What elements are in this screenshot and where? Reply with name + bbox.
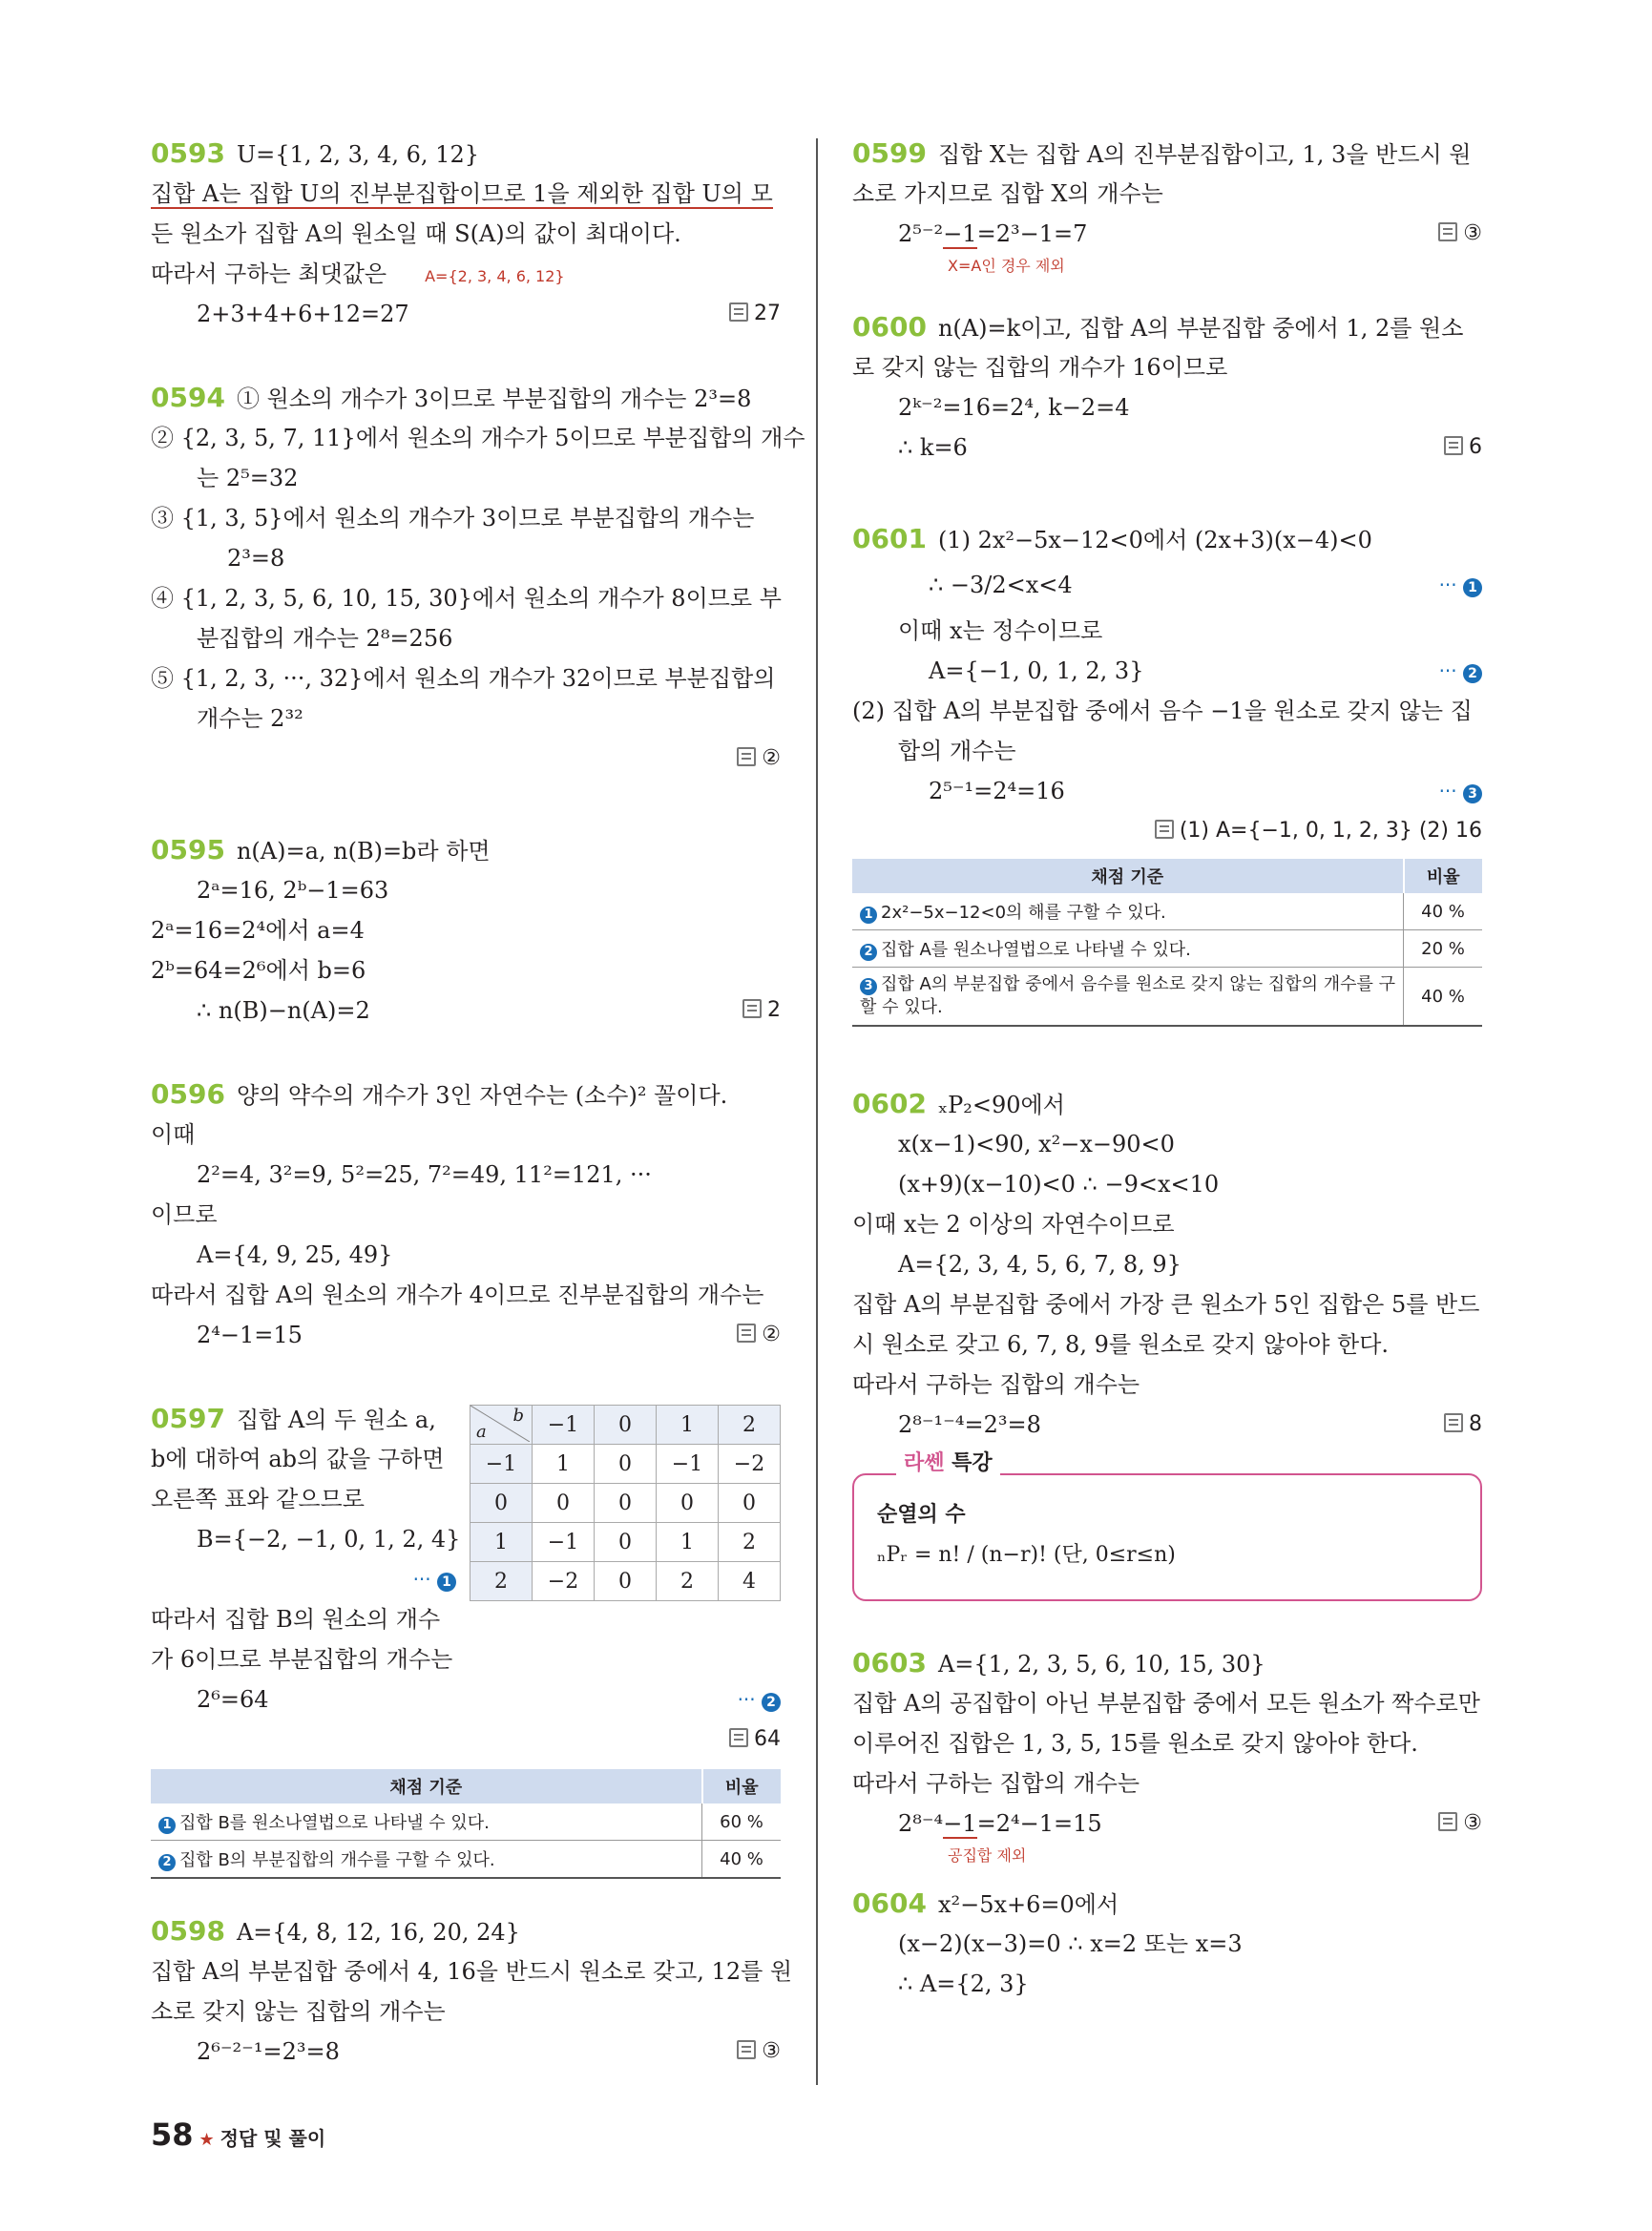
annotation-note: A={2, 3, 4, 6, 12} [425,267,565,285]
answer-icon [1438,1812,1457,1831]
problem-head: A={1, 2, 3, 5, 6, 10, 15, 30} [937,1651,1265,1678]
text-line: A={4, 9, 25, 49} [197,1241,393,1268]
step-marker-1 [1439,559,1482,611]
formula-underlined: −1 [943,1810,977,1837]
table-cell: 0 [595,1562,657,1601]
step-badge: 1 [1463,578,1482,597]
problem-head: n(A)=a, n(B)=b라 하면 [236,838,491,865]
answer-icon [1438,222,1457,241]
text-line: 2²=4, 3²=9, 5²=25, 7²=49, 11²=121, ··· [197,1161,652,1188]
problem-number: 0598 [151,1915,225,1947]
answer-mark [729,294,781,334]
problem-number: 0599 [852,137,927,169]
problem-head: (1) 2x²−5x−12<0에서 (2x+3)(x−4)<0 [937,527,1372,553]
table-cell: −2 [533,1562,595,1601]
answer-mark [1438,214,1482,254]
step-arrow: ··· [737,1688,756,1711]
table-cell: −1 [533,1523,595,1562]
text-line: B={−2, −1, 0, 1, 2, 4} [197,1526,461,1553]
answer-icon [737,2040,756,2059]
table-cell: 0 [595,1445,657,1484]
problem-0595 [151,830,781,1031]
grading-criterion: 집합 A의 부분집합 중에서 음수를 원소로 갖지 않는 집합의 개수를 구할 수 있다. [860,974,1396,1017]
problem-head: U={1, 2, 3, 4, 6, 12} [236,141,479,168]
answer-mark [1444,427,1482,468]
text-line: 가 6이므로 부분집합의 개수는 [151,1646,453,1673]
answer-mark [729,1720,781,1760]
lesson-title: 순열의 수 [877,1503,966,1527]
text-line: 2ᵏ⁻²=16=2⁴, k−2=4 [898,394,1130,421]
table-row [471,1445,781,1484]
answer-mark [737,1315,781,1355]
text-line: ③ {1, 3, 5}에서 원소의 개수가 3이므로 부분집합의 개수는 [151,505,755,532]
table-cell: 0 [595,1523,657,1562]
table-cell: 0 [471,1484,533,1523]
problem-head: 집합 A의 두 원소 a, [236,1407,436,1433]
answer-mark [1444,1405,1482,1445]
problem-0603 [852,1643,1482,1868]
text-line: 2⁵⁻¹=2⁴=16 [929,778,1065,804]
lesson-formula: ₙPᵣ = n! / (n−r)! (단, 0≤r≤n) [877,1543,1176,1567]
step-badge: 2 [1463,664,1482,683]
problem-number: 0594 [151,382,225,413]
answer-mark [742,990,781,1031]
answer-mark [1155,811,1482,851]
grading-criterion: 집합 B의 부분집합의 개수를 구할 수 있다. [179,1850,495,1870]
annotation-note: 공집합 제외 [948,1846,1027,1865]
table-cell: 2 [471,1562,533,1601]
problem-0599 [852,134,1482,279]
text-line: 2⁴−1=15 [197,1322,303,1348]
formula-part: 2⁸⁻⁴ [898,1810,944,1837]
table-cell: 0 [595,1484,657,1523]
answer-icon [1444,1413,1463,1432]
problem-number: 0604 [852,1887,927,1919]
table-cell: 0 [719,1484,781,1523]
formula-part: =2³−1=7 [976,220,1088,247]
grading-rate: 60 % [702,1804,782,1841]
lesson-box [852,1451,1482,1601]
answer-mark [1438,1804,1482,1844]
star-icon: ★ [199,2130,215,2150]
table-cell: 2 [657,1562,719,1601]
grading-rate: 20 % [1404,930,1483,968]
page-number: 58 [151,2116,194,2153]
problem-head: A={4, 8, 12, 16, 20, 24} [236,1919,520,1946]
answer-mark [737,2032,781,2072]
answer-value: (1) A={−1, 0, 1, 2, 3} (2) 16 [1179,819,1482,843]
text-line: 로 갖지 않는 집합의 개수가 16이므로 [852,354,1228,381]
table-row [151,1804,781,1841]
text-line: (x+9)(x−10)<0 ∴ −9<x<10 [898,1171,1220,1198]
text-line: 2ᵃ=16, 2ᵇ−1=63 [197,877,389,904]
text-line: 2⁶⁻²⁻¹=2³=8 [197,2038,340,2065]
step-badge: 3 [860,978,877,995]
table-row [471,1562,781,1601]
step-arrow: ··· [1438,659,1457,682]
problem-number: 0593 [151,137,225,169]
table-cell: 2 [719,1523,781,1562]
text-line: 이때 x는 2 이상의 자연수이므로 [852,1211,1175,1238]
text-line: 이때 [151,1121,196,1148]
grading-rate: 40 % [1404,893,1483,930]
text-line: 2ᵃ=16=2⁴에서 a=4 [151,917,365,944]
problem-0597 [151,1399,781,1879]
problem-0601 [852,519,1482,1027]
answer-value: 2 [767,998,781,1022]
answer-icon [737,1324,756,1343]
right-column [852,134,1482,2004]
formula-part: 2⁵⁻² [898,220,944,247]
problem-head: n(A)=k이고, 집합 A의 부분집합 중에서 1, 2를 원소 [937,315,1464,342]
text-line: 집합 A의 부분집합 중에서 가장 큰 원소가 5인 집합은 5를 반드 [852,1291,1480,1318]
answer-value: ③ [762,2039,781,2063]
problem-0596 [151,1074,781,1355]
problem-head: 양의 약수의 개수가 3인 자연수는 (소수)² 꼴이다. [236,1082,728,1109]
lesson-tab-label: 특강 [944,1451,993,1475]
text-line: 합의 개수는 [898,738,1016,764]
text-line: ∴ k=6 [898,434,968,461]
step-badge: 2 [762,1693,781,1712]
text-line: 2⁸⁻¹⁻⁴=2³=8 [898,1411,1041,1438]
table-row [151,1841,781,1879]
table-cell: −1 [657,1445,719,1484]
answer-value: 6 [1469,435,1482,459]
answer-icon [729,302,748,322]
problem-0598 [151,1911,793,2072]
text-line: ④ {1, 2, 3, 5, 6, 10, 15, 30}에서 원소의 개수가 8이므로 부 [151,585,782,612]
text-line: 2ᵇ=64=2⁶에서 b=6 [151,957,366,984]
answer-value: ③ [1463,1811,1482,1835]
grading-criterion: 2x²−5x−12<0의 해를 구할 수 있다. [881,903,1166,923]
text-line: 2³=8 [227,545,285,572]
corner-label-b: b [512,1406,524,1426]
table-cell: 1 [533,1445,595,1484]
text-line: 이므로 [151,1201,218,1228]
formula-underlined: −1 [943,220,977,247]
table-header-cell: 0 [595,1406,657,1445]
text-line: 는 2⁵=32 [197,465,299,491]
formula-part: =2⁴−1=15 [976,1810,1102,1837]
product-table [470,1405,781,1601]
text-line: b에 대하여 ab의 값을 구하면 [151,1446,445,1472]
answer-icon [729,1728,748,1747]
text-line: A={−1, 0, 1, 2, 3} [929,657,1144,684]
step-badge: 1 [437,1573,456,1592]
step-badge: 1 [860,907,877,924]
problem-0604 [852,1884,1482,2004]
problem-number: 0597 [151,1403,225,1434]
table-cell: 1 [657,1523,719,1562]
answer-value: ② [762,746,781,770]
grading-header: 채점 기준 [852,859,1404,893]
text-line: 따라서 집합 B의 원소의 개수 [151,1606,441,1633]
step-badge: 2 [158,1854,176,1871]
problem-head: 집합 X는 집합 A의 진부분집합이고, 1, 3을 반드시 원 [937,141,1472,168]
grading-rate: 40 % [702,1841,782,1879]
problem-0594 [151,378,805,779]
problem-number: 0596 [151,1078,225,1110]
grading-criterion: 집합 A를 원소나열법으로 나타낼 수 있다. [881,940,1191,960]
text-line: 따라서 구하는 집합의 개수는 [852,1770,1140,1797]
text-line: 소로 갖지 않는 집합의 개수는 [151,1998,446,2025]
table-cell: 0 [533,1484,595,1523]
lesson-tab [896,1447,1000,1476]
text-line: 2+3+4+6+12=27 [197,301,409,327]
step-arrow: ··· [412,1568,431,1591]
lesson-tab-brand: 라쎈 [904,1451,945,1475]
page-footer [151,2116,325,2153]
problem-number: 0602 [852,1088,927,1119]
table-row [852,930,1482,968]
problem-head: x²−5x+6=0에서 [937,1891,1119,1918]
table-header-cell: 2 [719,1406,781,1445]
table-cell: 1 [471,1523,533,1562]
text-line: 오른쪽 표와 같으므로 [151,1486,365,1512]
table-cell: 4 [719,1562,781,1601]
grading-criterion: 집합 B를 원소나열법으로 나타낼 수 있다. [179,1813,490,1833]
text-line: x(x−1)<90, x²−x−90<0 [898,1131,1175,1157]
left-column [151,134,805,2072]
text-line: 이루어진 집합은 1, 3, 5, 15를 원소로 갖지 않아야 한다. [852,1730,1418,1757]
answer-icon [737,747,756,766]
text-line: 집합 A는 집합 U의 진부분집합이므로 1을 제외한 집합 U의 모 [151,180,773,207]
problem-0600 [852,307,1482,468]
text-line: 2⁶=64 [197,1686,269,1713]
table-row [852,968,1482,1027]
corner-label-a: a [476,1422,487,1442]
step-marker-2 [1439,651,1482,691]
text-line: 집합 A의 부분집합 중에서 4, 16을 반드시 원소로 갖고, 12를 원 [151,1958,793,1985]
answer-icon [742,999,762,1018]
table-cell: −2 [719,1445,781,1484]
table-row [471,1523,781,1562]
problem-number: 0600 [852,311,927,343]
column-divider [816,138,818,2085]
answer-value: 8 [1469,1412,1482,1436]
text-line: 집합 A의 공집합이 아닌 부분집합 중에서 모든 원소가 짝수로만 [852,1690,1480,1717]
step-badge: 1 [158,1817,176,1834]
table-row [471,1484,781,1523]
table-header-cell: 1 [657,1406,719,1445]
step-marker-1 [413,1559,456,1599]
table-cell: −1 [471,1445,533,1484]
annotation-note: X=A인 경우 제외 [948,257,1065,275]
answer-icon [1444,436,1463,455]
text-line: 따라서 구하는 최댓값은 [151,261,387,287]
text-line: 따라서 구하는 집합의 개수는 [852,1371,1140,1398]
step-arrow: ··· [1438,573,1457,596]
text-line: 분집합의 개수는 2⁸=256 [197,625,453,652]
text-line: 소로 가지므로 집합 X의 개수는 [852,180,1163,207]
grading-header-rate: 비율 [1404,859,1483,893]
text-line: ② {2, 3, 5, 7, 11}에서 원소의 개수가 5이므로 부분집합의 개수 [151,425,805,451]
problem-head: ₓP₂<90에서 [937,1092,1065,1118]
text-line: ∴ A={2, 3} [898,1970,1029,1997]
step-arrow: ··· [1438,780,1457,803]
answer-value: 64 [754,1727,781,1751]
answer-value: ② [762,1323,781,1346]
grading-table-0601 [852,859,1482,1027]
text-line: ⑤ {1, 2, 3, ···, 32}에서 원소의 개수가 32이므로 부분집합의 [151,665,776,692]
text-line: (2) 집합 A의 부분집합 중에서 음수 −1을 원소로 갖지 않는 집 [852,698,1473,724]
text-line: 개수는 2³² [197,705,303,732]
text-line: 든 원소가 집합 A의 원소일 때 S(A)의 값이 최대이다. [151,220,681,247]
text-line: A={2, 3, 4, 5, 6, 7, 8, 9} [898,1251,1181,1278]
text-line: 이때 x는 정수이므로 [898,617,1103,644]
answer-value: 27 [754,302,781,325]
answer-mark [737,739,781,779]
problem-0593 [151,134,781,334]
text-line: ∴ n(B)−n(A)=2 [197,997,370,1024]
text-line: 시 원소로 갖고 6, 7, 8, 9를 원소로 갖지 않아야 한다. [852,1331,1390,1358]
step-badge: 3 [1463,784,1482,803]
grading-rate: 40 % [1404,968,1483,1027]
problem-number: 0603 [852,1647,927,1678]
table-row [852,893,1482,930]
answer-icon [1155,820,1174,839]
problem-0602 [852,1084,1482,1601]
grading-header-rate: 비율 [702,1769,782,1804]
footer-label: 정답 및 풀이 [220,2127,326,2150]
text-line: ∴ −3/2<x<4 [929,572,1073,598]
step-badge: 2 [860,944,877,961]
table-header-cell: −1 [533,1406,595,1445]
table-corner [471,1406,533,1445]
step-marker-2 [738,1679,781,1720]
problem-number: 0601 [852,523,927,554]
text-line: ① 원소의 개수가 3이므로 부분집합의 개수는 2³=8 [236,386,752,412]
problem-number: 0595 [151,834,225,865]
text-line: (x−2)(x−3)=0 ∴ x=2 또는 x=3 [898,1930,1243,1957]
text-line: 따라서 집합 A의 원소의 개수가 4이므로 진부분집합의 개수는 [151,1282,764,1308]
answer-value: ③ [1463,221,1482,245]
grading-table-0597 [151,1769,781,1879]
grading-header: 채점 기준 [151,1769,702,1804]
step-marker-3 [1439,771,1482,811]
table-cell: 0 [657,1484,719,1523]
